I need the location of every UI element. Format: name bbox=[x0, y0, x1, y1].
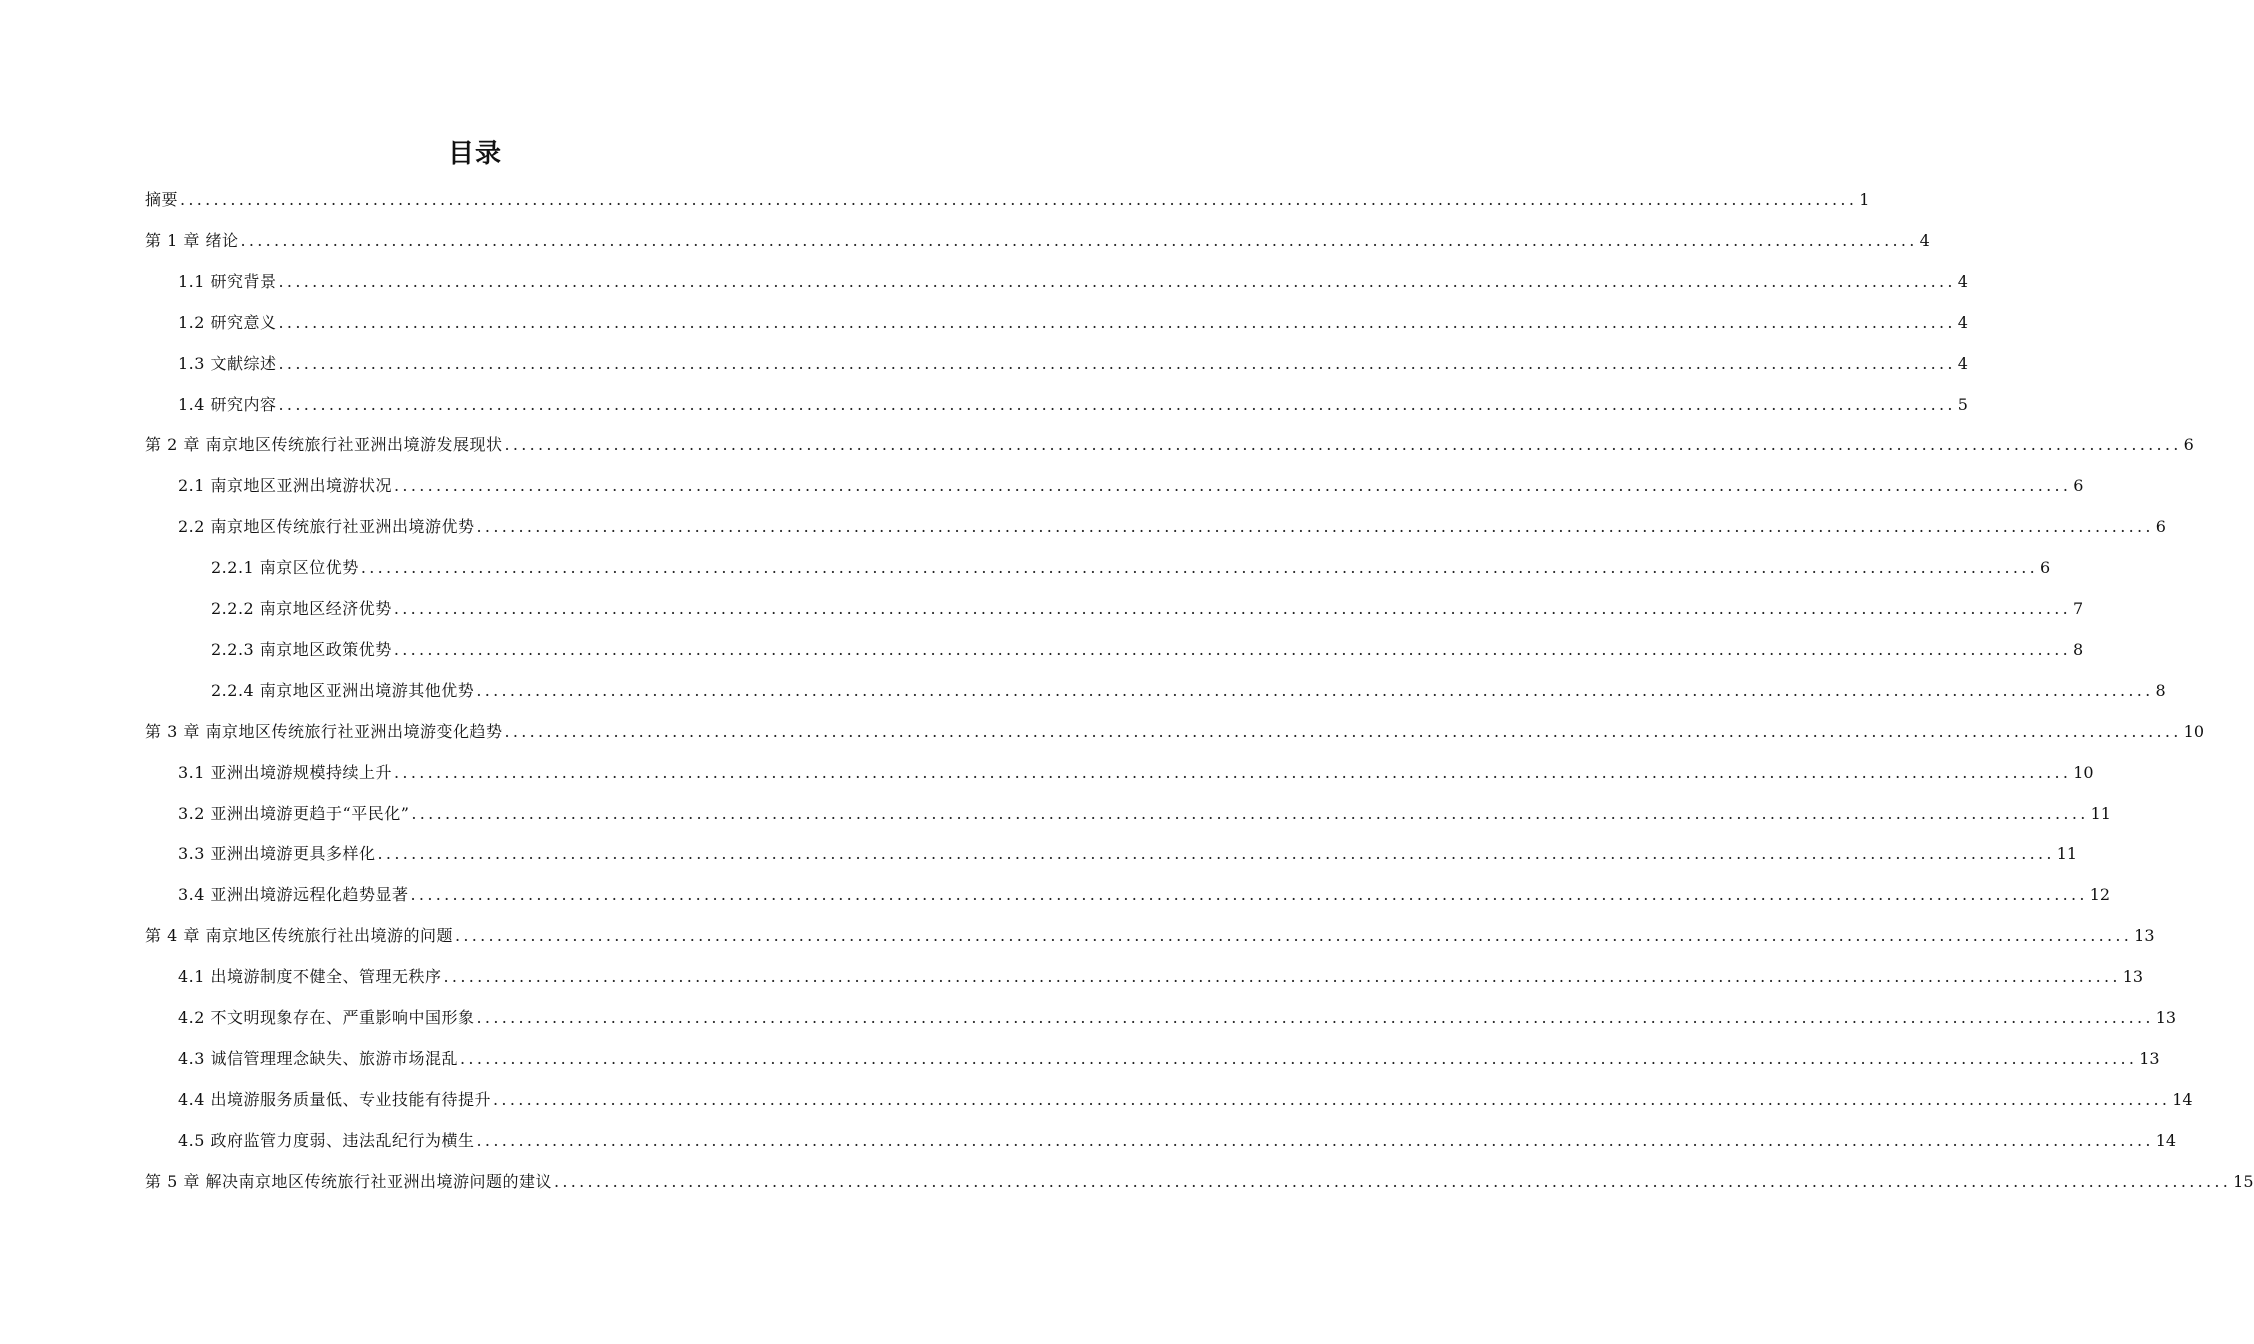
toc-leader-dots: ........................................................................................................................................................................................................ bbox=[393, 599, 2071, 618]
toc-entry-page-number: 11 bbox=[2056, 844, 2078, 864]
toc-entry-label: 摘要 bbox=[145, 190, 179, 209]
toc-entry[interactable] bbox=[178, 1126, 2177, 1156]
toc-entry-page-number: 7 bbox=[2073, 599, 2084, 618]
toc-entry[interactable] bbox=[211, 594, 2084, 624]
toc-entry[interactable] bbox=[178, 512, 2166, 542]
toc-entry-page-number: 6 bbox=[2183, 435, 2194, 455]
toc-entry-page-number: 13 bbox=[2134, 926, 2155, 946]
toc-leader-dots: ........................................................................................................................................................................................................ bbox=[476, 1008, 2154, 1027]
toc-entry-page-number: 1 bbox=[1859, 190, 1870, 209]
toc-entry-page-number: 12 bbox=[2089, 885, 2111, 905]
toc-entry-label: 2.1 南京地区亚洲出境游状况 bbox=[178, 476, 393, 496]
toc-entry-label: 1.3 文献综述 bbox=[178, 353, 277, 373]
toc-entry-label: 4.3 诚信管理理念缺失、旅游市场混乱 bbox=[178, 1048, 459, 1068]
toc-entry-page-number: 6 bbox=[2073, 476, 2084, 496]
toc-entry-label: 3.2 亚洲出境游更趋于“平民化” bbox=[178, 803, 410, 823]
toc-leader-dots: ........................................................................................................................................................................................................ bbox=[476, 517, 2154, 537]
toc-leader-dots: ........................................................................................................................................................................................................ bbox=[240, 230, 1918, 250]
toc-entry-page-number: 4 bbox=[1957, 312, 1968, 332]
toc-entry-page-number: 10 bbox=[2073, 762, 2094, 782]
toc-leader-dots: ........................................................................................................................................................................................................ bbox=[278, 271, 1956, 291]
toc-entry-page-number: 8 bbox=[2155, 680, 2166, 700]
toc-entry[interactable] bbox=[145, 185, 1870, 215]
toc-entry-page-number: 4 bbox=[1919, 230, 1930, 250]
toc-entry[interactable] bbox=[145, 921, 2155, 951]
toc-entry-page-number: 5 bbox=[1957, 394, 1968, 414]
toc-entry-page-number: 8 bbox=[2073, 639, 2084, 659]
toc-entry-page-number: 6 bbox=[2040, 558, 2051, 578]
toc-entry-page-number: 4 bbox=[1957, 271, 1968, 291]
toc-entry-label: 第 3 章 南京地区传统旅行社亚洲出境游变化趋势 bbox=[145, 721, 503, 741]
toc-entry-label: 2.2.4 南京地区亚洲出境游其他优势 bbox=[211, 680, 475, 700]
toc-entry[interactable] bbox=[178, 267, 1968, 297]
toc-leader-dots: ........................................................................................................................................................................................................ bbox=[504, 435, 2182, 455]
toc-leader-dots: ........................................................................................................................................................................................................ bbox=[476, 680, 2154, 700]
toc-entry[interactable] bbox=[178, 839, 2078, 869]
toc-entry-label: 2.2.3 南京地区政策优势 bbox=[211, 639, 392, 659]
toc-entry[interactable] bbox=[178, 1044, 2160, 1074]
toc-entry[interactable] bbox=[178, 1085, 2193, 1115]
toc-entry-page-number: 10 bbox=[2183, 721, 2204, 741]
toc-entry-label: 4.4 出境游服务质量低、专业技能有待提升 bbox=[178, 1089, 492, 1109]
toc-entry-label: 1.1 研究背景 bbox=[178, 271, 277, 291]
toc-leader-dots: ........................................................................................................................................................................................................ bbox=[394, 762, 2072, 782]
toc-leader-dots: ........................................................................................................................................................................................................ bbox=[493, 1089, 2171, 1109]
toc-entry[interactable] bbox=[178, 962, 2144, 992]
toc-entry[interactable] bbox=[178, 349, 1968, 379]
toc-entry-page-number: 6 bbox=[2155, 517, 2166, 537]
toc-entry-page-number: 14 bbox=[2155, 1130, 2177, 1150]
toc-entry-page-number: 15 bbox=[2233, 1171, 2254, 1191]
toc-entry-label: 2.2 南京地区传统旅行社亚洲出境游优势 bbox=[178, 517, 475, 537]
toc-entry-label: 3.4 亚洲出境游远程化趋势显著 bbox=[178, 885, 409, 905]
toc-entry[interactable] bbox=[145, 430, 2194, 460]
toc-entry[interactable] bbox=[178, 1003, 2177, 1033]
toc-entry[interactable] bbox=[145, 226, 1930, 256]
toc-entry-label: 1.2 研究意义 bbox=[178, 312, 277, 332]
toc-entry-page-number: 13 bbox=[2122, 967, 2144, 987]
toc-entry-label: 2.2.2 南京地区经济优势 bbox=[211, 599, 392, 618]
toc-entry-label: 1.4 研究内容 bbox=[178, 394, 277, 414]
toc-leader-dots: ........................................................................................................................................................................................................ bbox=[278, 312, 1956, 332]
toc-leader-dots: ........................................................................................................................................................................................................ bbox=[278, 394, 1956, 414]
toc-leader-dots: ........................................................................................................................................................................................................ bbox=[553, 1171, 2232, 1191]
toc-leader-dots: ........................................................................................................................................................................................................ bbox=[443, 967, 2121, 987]
toc-entry[interactable] bbox=[178, 390, 1968, 420]
toc-leader-dots: ........................................................................................................................................................................................................ bbox=[460, 1048, 2138, 1068]
toc-entry-label: 第 5 章 解决南京地区传统旅行社亚洲出境游问题的建议 bbox=[145, 1171, 552, 1191]
toc-entry-page-number: 11 bbox=[2090, 803, 2111, 823]
toc-leader-dots: ........................................................................................................................................................................................................ bbox=[278, 353, 1956, 373]
toc-leader-dots: ........................................................................................................................................................................................................ bbox=[411, 803, 2089, 823]
toc-entry-label: 第 1 章 绪论 bbox=[145, 230, 239, 250]
toc-leader-dots: ........................................................................................................................................................................................................ bbox=[476, 1130, 2154, 1150]
toc-entry[interactable] bbox=[211, 676, 2166, 706]
toc-leader-dots: ........................................................................................................................................................................................................ bbox=[180, 190, 1858, 209]
toc-leader-dots: ........................................................................................................................................................................................................ bbox=[410, 885, 2088, 905]
toc-entry-label: 第 4 章 南京地区传统旅行社出境游的问题 bbox=[145, 926, 453, 946]
toc-entry-label: 4.2 不文明现象存在、严重影响中国形象 bbox=[178, 1008, 475, 1027]
toc-leader-dots: ........................................................................................................................................................................................................ bbox=[454, 926, 2133, 946]
toc-leader-dots: ........................................................................................................................................................................................................ bbox=[393, 639, 2071, 659]
toc-entry-label: 3.3 亚洲出境游更具多样化 bbox=[178, 844, 376, 864]
toc-entry[interactable] bbox=[178, 880, 2111, 910]
toc-entry[interactable] bbox=[145, 1167, 2254, 1197]
toc-entry-page-number: 14 bbox=[2172, 1089, 2193, 1109]
toc-entry-label: 第 2 章 南京地区传统旅行社亚洲出境游发展现状 bbox=[145, 435, 503, 455]
toc-leader-dots: ........................................................................................................................................................................................................ bbox=[504, 721, 2182, 741]
toc-entry[interactable] bbox=[145, 717, 2204, 747]
toc-leader-dots: ........................................................................................................................................................................................................ bbox=[360, 558, 2038, 578]
toc-title: 目录 bbox=[447, 139, 502, 169]
toc-leader-dots: ........................................................................................................................................................................................................ bbox=[394, 476, 2072, 496]
toc-entry[interactable] bbox=[178, 308, 1968, 338]
toc-entry-page-number: 13 bbox=[2139, 1048, 2160, 1068]
toc-entry[interactable] bbox=[178, 758, 2094, 788]
toc-entry[interactable] bbox=[178, 471, 2084, 501]
toc-entry-label: 4.1 出境游制度不健全、管理无秩序 bbox=[178, 967, 442, 987]
toc-entry-page-number: 4 bbox=[1957, 353, 1968, 373]
toc-entry[interactable] bbox=[211, 635, 2084, 665]
toc-entry-label: 2.2.1 南京区位优势 bbox=[211, 558, 359, 578]
toc-entry-label: 4.5 政府监管力度弱、违法乱纪行为横生 bbox=[178, 1130, 475, 1150]
toc-entry[interactable] bbox=[178, 799, 2111, 829]
toc-entry-page-number: 13 bbox=[2155, 1008, 2177, 1027]
toc-entry-label: 3.1 亚洲出境游规模持续上升 bbox=[178, 762, 393, 782]
toc-entry[interactable] bbox=[211, 553, 2051, 583]
toc-leader-dots: ........................................................................................................................................................................................................ bbox=[377, 844, 2055, 864]
